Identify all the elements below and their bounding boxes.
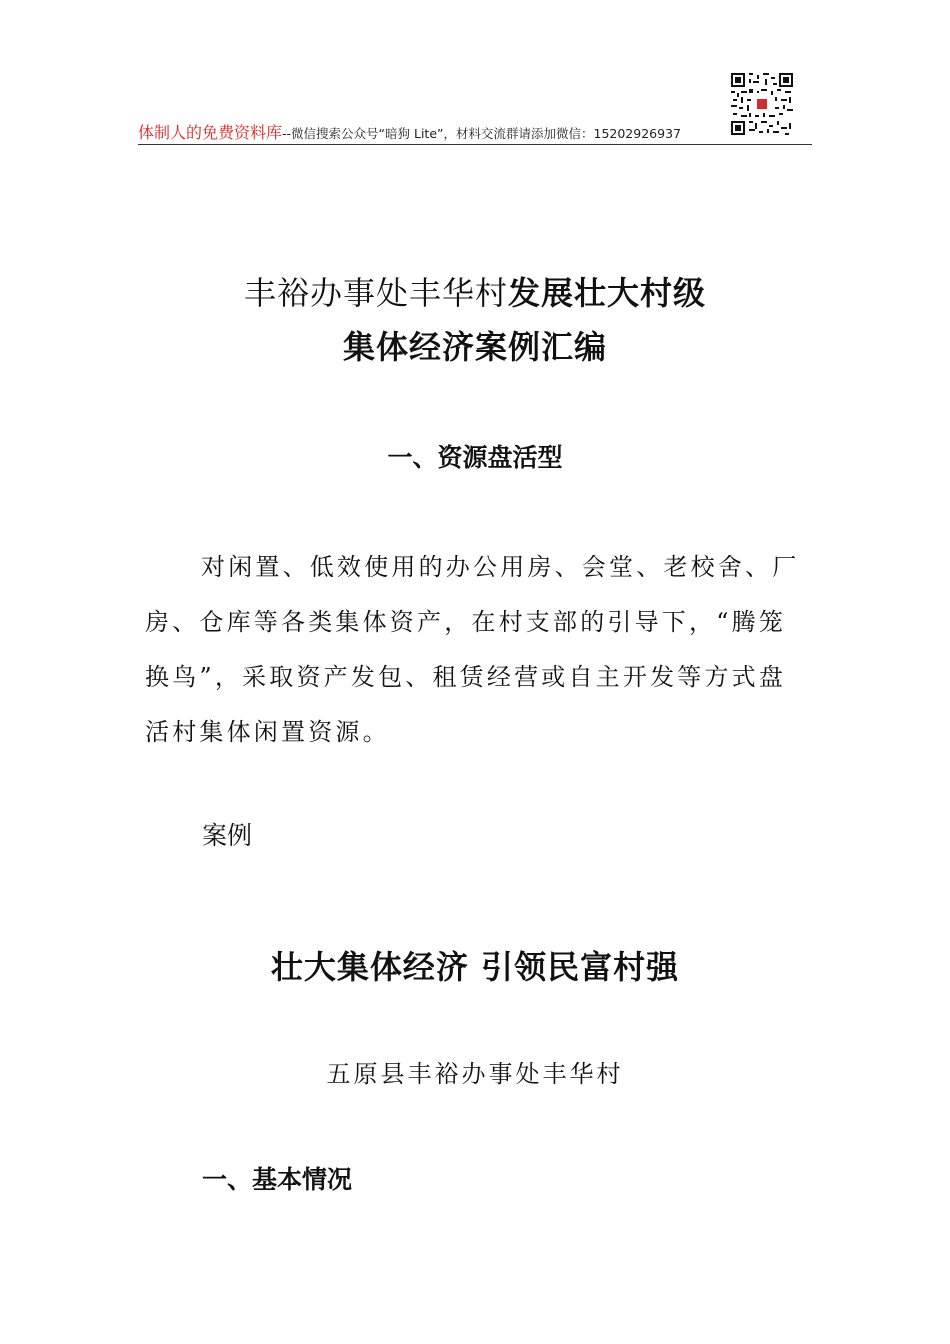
case-title: 壮大集体经济 引领民富村强 xyxy=(270,948,680,986)
document-title-line-1 xyxy=(0,268,950,314)
section-heading: 一、资源盘活型 xyxy=(387,443,563,472)
title-regular-part: 丰裕办事处丰华村 xyxy=(243,274,508,312)
header-divider xyxy=(138,144,812,145)
document-title-line-2: 集体经济案例汇编 xyxy=(342,328,607,366)
case-byline: 五原县丰裕办事处丰华村 xyxy=(326,1060,624,1088)
qr-code-icon xyxy=(731,73,793,135)
title-bold-part: 发展壮大村级 xyxy=(508,274,707,312)
case-label: 案例 xyxy=(202,821,253,850)
section-paragraph: 对闲置、低效使用的办公用房、会堂、老校舍、厂房、仓库等各类集体资产，在村支部的引导下，“腾笼换鸟”，采取资产发包、租赁经营或自主开发等方式盘活村集体闲置资源。 xyxy=(145,553,800,746)
page-header xyxy=(138,120,812,144)
header-note: --微信搜索公众号“暗狗 Lite”，材料交流群请添加微信：15202926937 xyxy=(282,126,681,141)
header-brand: 体制人的免费资料库 xyxy=(138,123,283,142)
case-subheading: 一、基本情况 xyxy=(202,1165,353,1194)
